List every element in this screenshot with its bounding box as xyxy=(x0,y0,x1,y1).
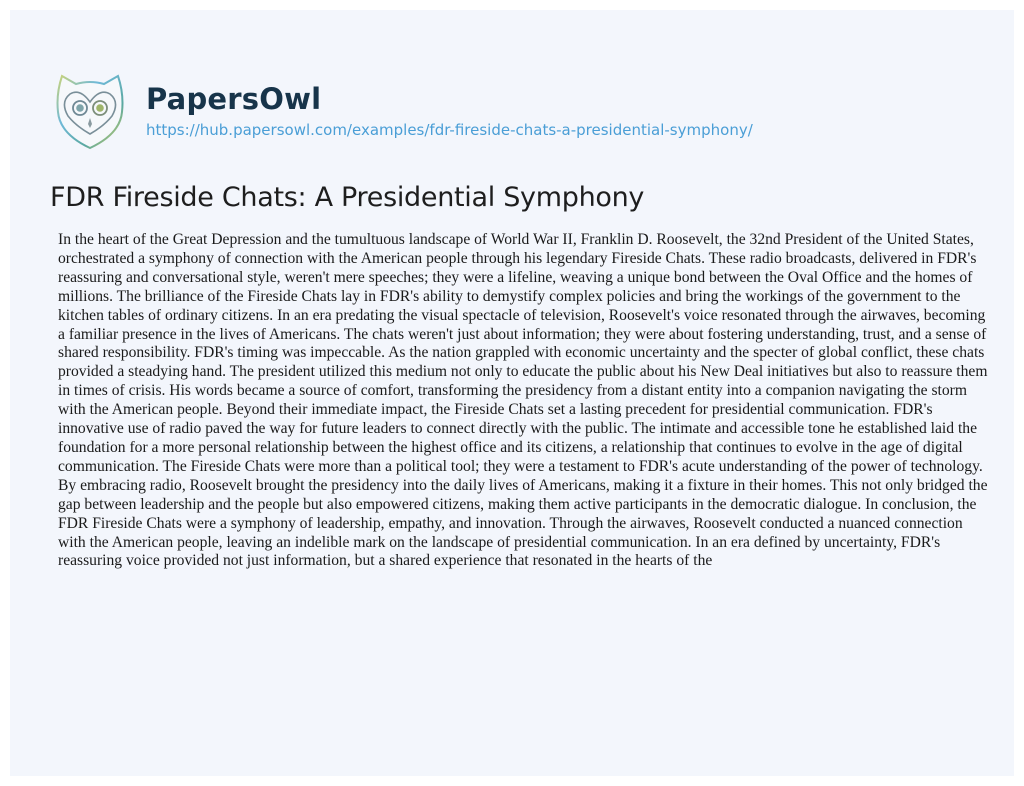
brand-header xyxy=(50,68,753,152)
owl-logo-icon xyxy=(50,68,130,152)
brand-name[interactable]: PapersOwl xyxy=(146,82,322,116)
document-body: In the heart of the Great Depression and the tumultuous landscape of World War II, Franklin D. Roosevelt, the 32nd President of the United States, orchestrated a symphony of connection with the American people through his legendary Fireside Chats. These radio broadcasts, delivered in FDR's reassuring and conversational style, weren't mere speeches; they were a lifeline, weaving a unique bond between the Oval Office and the homes of millions. The brilliance of the Fireside Chats lay in FDR's ability to demystify complex policies and bring the workings of the government to the kitchen tables of ordinary citizens. In an era predating the visual spectacle of television, Roosevelt's voice resonated through the airwaves, becoming a familiar presence in the lives of Americans. The chats weren't just about information; they were about fostering understanding, trust, and a sense of shared responsibility. FDR's timing was impeccable. As the nation grappled with economic uncertainty and the specter of global conflict, these chats provided a steadying hand. The president utilized this medium not only to educate the public about his New Deal initiatives but also to reassure them in times of crisis. His words became a source of comfort, transforming the presidency from a distant entity into a companion navigating the storm with the American people. Beyond their immediate impact, the Fireside Chats set a lasting precedent for presidential communication. FDR's innovative use of radio paved the way for future leaders to connect directly with the public. The intimate and accessible tone he established laid the foundation for a more personal relationship between the highest office and its citizens, a relationship that continues to evolve in the age of digital communication. The Fireside Chats were more than a political tool; they were a testament to FDR's acute understanding of the power of technology. By embracing radio, Roosevelt brought the presidency into the daily lives of Americans, making it a fixture in their homes. This not only bridged the gap between leadership and the people but also empowered citizens, making them active participants in the democratic dialogue. In conclusion, the FDR Fireside Chats were a symphony of leadership, empathy, and innovation. Through the airwaves, Roosevelt conducted a nuanced connection with the American people, leaving an indelible mark on the landscape of presidential communication. In an era defined by uncertainty, FDR's reassuring voice provided not just information, but a shared experience that resonated in the hearts of the xyxy=(58,231,988,570)
source-url-link[interactable]: https://hub.papersowl.com/examples/fdr-fireside-chats-a-presidential-symphony/ xyxy=(146,121,753,139)
brand-block xyxy=(146,80,753,140)
document-card xyxy=(10,10,1014,776)
document-title: FDR Fireside Chats: A Presidential Symphony xyxy=(50,182,645,213)
